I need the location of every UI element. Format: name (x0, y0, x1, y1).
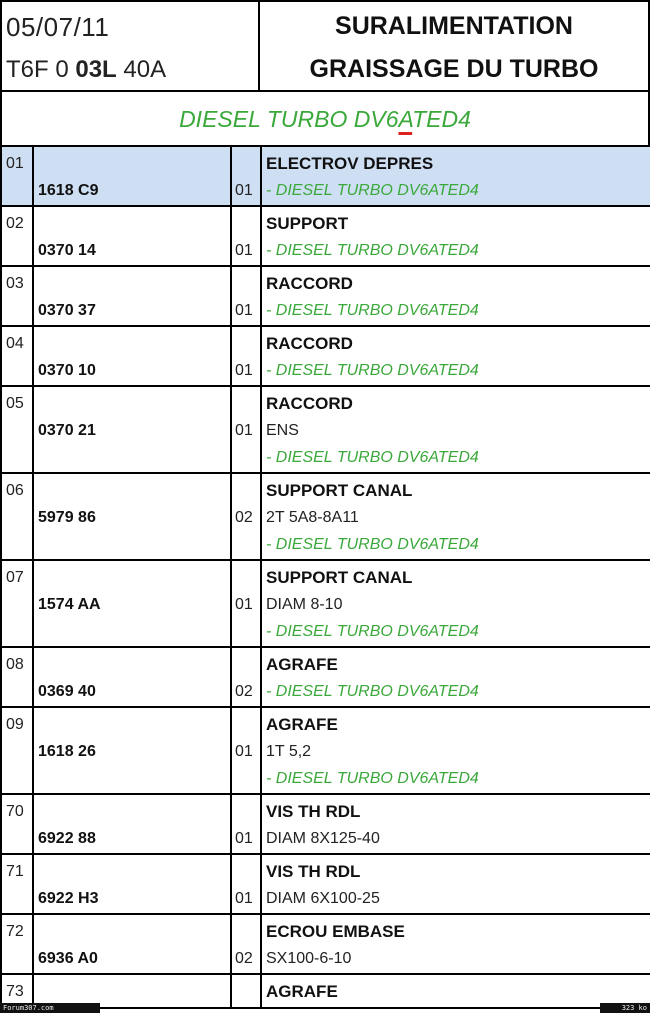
description-cell (262, 147, 650, 205)
part-reference-cell (34, 855, 232, 913)
table-row[interactable] (0, 648, 650, 708)
quantity-cell (232, 387, 262, 472)
quantity-cell (232, 648, 262, 706)
header-ref-prefix: T6F 0 (6, 56, 76, 83)
page-header (0, 0, 650, 92)
table-row[interactable] (0, 267, 650, 327)
part-detail: DIAM 8X125-40 (266, 830, 380, 847)
quantity: 02 (235, 509, 253, 526)
description-cell (262, 561, 650, 646)
header-info-cell (2, 2, 260, 90)
row-number-cell (2, 915, 34, 973)
part-reference-cell (34, 474, 232, 559)
table-row[interactable] (0, 207, 650, 267)
quantity: 01 (235, 242, 253, 259)
header-ref-bold: 03L (75, 56, 117, 83)
row-number-cell (2, 327, 34, 385)
part-name: RACCORD (266, 334, 353, 353)
part-reference-cell (34, 915, 232, 973)
quantity: 02 (235, 950, 253, 967)
part-name: SUPPORT CANAL (266, 481, 413, 500)
quantity-cell (232, 975, 262, 1007)
row-number: 09 (6, 716, 24, 733)
quantity: 01 (235, 890, 253, 907)
header-date: 05/07/11 (6, 12, 110, 42)
part-reference: 0370 14 (38, 242, 96, 259)
description-cell (262, 474, 650, 559)
header-ref-suffix: 40A (116, 56, 167, 83)
part-detail: 2T 5A8-8A11 (266, 509, 359, 526)
description-cell (262, 708, 650, 793)
part-reference: 6922 88 (38, 830, 96, 847)
part-applicability: - DIESEL TURBO DV6ATED4 (266, 683, 479, 700)
part-detail: DIAM 6X100-25 (266, 890, 380, 907)
quantity: 01 (235, 743, 253, 760)
part-reference: 6936 A0 (38, 950, 98, 967)
row-number: 71 (6, 863, 24, 880)
quantity: 02 (235, 683, 253, 700)
row-number: 08 (6, 656, 24, 673)
part-reference-cell (34, 207, 232, 265)
quantity-cell (232, 915, 262, 973)
part-applicability: - DIESEL TURBO DV6ATED4 (266, 362, 479, 379)
quantity: 01 (235, 362, 253, 379)
part-applicability: - DIESEL TURBO DV6ATED4 (266, 536, 479, 553)
variant-text-end: TED4 (412, 106, 471, 132)
quantity: 01 (235, 182, 253, 199)
variant-text-underlined: A (398, 106, 413, 132)
part-name: VIS TH RDL (266, 802, 361, 821)
header-title-cell (260, 2, 648, 90)
quantity: 01 (235, 830, 253, 847)
header-reference (6, 56, 166, 84)
row-number-cell (2, 267, 34, 325)
part-reference-cell (34, 147, 232, 205)
table-row[interactable] (0, 387, 650, 474)
part-reference-cell (34, 795, 232, 853)
description-cell (262, 327, 650, 385)
row-number: 70 (6, 803, 24, 820)
quantity-cell (232, 327, 262, 385)
part-reference-cell (34, 327, 232, 385)
table-row[interactable] (0, 474, 650, 561)
part-name: AGRAFE (266, 982, 338, 1001)
quantity: 01 (235, 302, 253, 319)
table-row[interactable] (0, 147, 650, 207)
part-reference: 1574 AA (38, 596, 101, 613)
row-number: 07 (6, 569, 24, 586)
description-cell (262, 387, 650, 472)
quantity: 01 (235, 596, 253, 613)
description-cell (262, 207, 650, 265)
row-number: 03 (6, 275, 24, 292)
part-detail: 1T 5,2 (266, 743, 312, 760)
table-row[interactable] (0, 915, 650, 975)
page-title: SURALIMENTATION (335, 12, 573, 40)
part-reference-cell (34, 648, 232, 706)
part-applicability: - DIESEL TURBO DV6ATED4 (266, 242, 479, 259)
quantity-cell (232, 147, 262, 205)
row-number: 02 (6, 215, 24, 232)
part-reference: 5979 86 (38, 509, 96, 526)
variant-text-start: DIESEL TURBO DV6 (179, 106, 399, 132)
part-name: VIS TH RDL (266, 862, 361, 881)
table-row[interactable] (0, 855, 650, 915)
part-reference-cell (34, 267, 232, 325)
part-name: AGRAFE (266, 655, 338, 674)
part-reference-cell (34, 708, 232, 793)
part-reference: 0370 37 (38, 302, 96, 319)
part-name: AGRAFE (266, 715, 338, 734)
page-subtitle: GRAISSAGE DU TURBO (309, 55, 599, 83)
description-cell (262, 855, 650, 913)
row-number: 01 (6, 155, 24, 172)
part-name: SUPPORT CANAL (266, 568, 413, 587)
row-number: 73 (6, 983, 24, 1000)
parts-table (0, 147, 650, 1009)
part-reference: 0370 21 (38, 422, 96, 439)
description-cell (262, 915, 650, 973)
part-reference: 6922 H3 (38, 890, 99, 907)
row-number-cell (2, 648, 34, 706)
quantity-cell (232, 267, 262, 325)
quantity-cell (232, 795, 262, 853)
row-number-cell (2, 147, 34, 205)
row-number-cell (2, 387, 34, 472)
quantity: 01 (235, 422, 253, 439)
row-number: 06 (6, 482, 24, 499)
part-reference-cell (34, 561, 232, 646)
description-cell (262, 267, 650, 325)
footer-watermark-left: Forum307.com (0, 1003, 100, 1013)
part-name: SUPPORT (266, 214, 349, 233)
part-name: RACCORD (266, 274, 353, 293)
description-cell (262, 975, 650, 1007)
table-row[interactable] (0, 327, 650, 387)
description-cell (262, 795, 650, 853)
part-reference: 1618 C9 (38, 182, 99, 199)
part-reference: 1618 26 (38, 743, 96, 760)
part-reference: 0370 10 (38, 362, 96, 379)
quantity-cell (232, 474, 262, 559)
part-applicability: - DIESEL TURBO DV6ATED4 (266, 770, 479, 787)
row-number-cell (2, 561, 34, 646)
part-detail: DIAM 8-10 (266, 596, 343, 613)
table-row[interactable] (0, 795, 650, 855)
quantity-cell (232, 561, 262, 646)
row-number-cell (2, 207, 34, 265)
row-number-cell (2, 708, 34, 793)
quantity-cell (232, 207, 262, 265)
table-row[interactable] (0, 708, 650, 795)
row-number-cell (2, 855, 34, 913)
part-applicability: - DIESEL TURBO DV6ATED4 (266, 623, 479, 640)
part-detail: ENS (266, 422, 299, 439)
part-name: RACCORD (266, 394, 353, 413)
row-number-cell (2, 474, 34, 559)
part-reference-cell (34, 387, 232, 472)
row-number: 04 (6, 335, 24, 352)
part-applicability: - DIESEL TURBO DV6ATED4 (266, 449, 479, 466)
part-applicability: - DIESEL TURBO DV6ATED4 (266, 302, 479, 319)
part-reference: 0369 40 (38, 683, 96, 700)
row-number-cell (2, 795, 34, 853)
table-row[interactable] (0, 561, 650, 648)
part-detail: SX100-6-10 (266, 950, 352, 967)
row-number: 72 (6, 923, 24, 940)
row-number: 05 (6, 395, 24, 412)
description-cell (262, 648, 650, 706)
part-name: ECROU EMBASE (266, 922, 405, 941)
engine-variant-banner (0, 92, 650, 147)
quantity-cell (232, 855, 262, 913)
quantity-cell (232, 708, 262, 793)
part-applicability: - DIESEL TURBO DV6ATED4 (266, 182, 479, 199)
footer-file-size: 323 ko (600, 1003, 650, 1013)
part-name: ELECTROV DEPRES (266, 154, 434, 173)
